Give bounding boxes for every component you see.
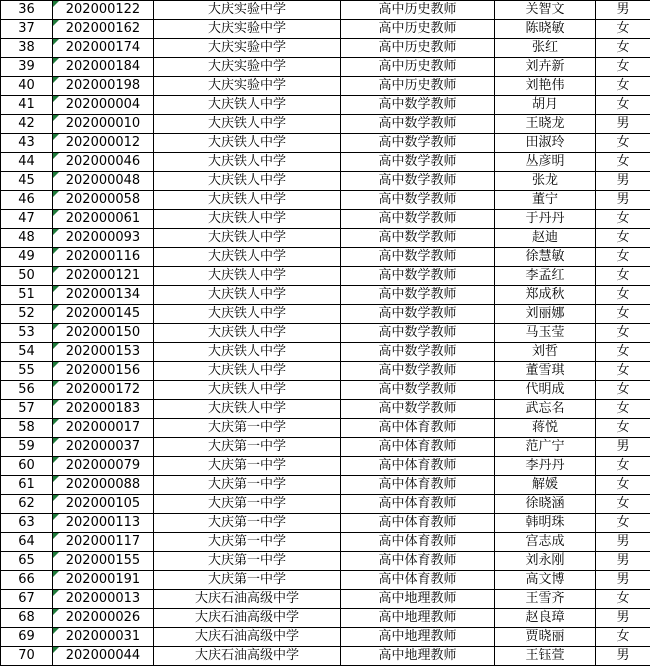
table-row <box>1 134 650 153</box>
position-cell[interactable]: 高中数学教师 <box>341 172 495 191</box>
gender-cell[interactable]: 女 <box>596 419 650 438</box>
candidate-id-cell[interactable]: 202000150 <box>53 324 154 343</box>
row-number-cell[interactable]: 44 <box>1 153 53 172</box>
candidate-name-cell[interactable]: 蒋悦 <box>495 419 596 438</box>
position-cell[interactable]: 高中体育教师 <box>341 495 495 514</box>
position-cell[interactable]: 高中历史教师 <box>341 39 495 58</box>
candidate-id-cell[interactable]: 202000058 <box>53 191 154 210</box>
row-number-cell[interactable]: 62 <box>1 495 53 514</box>
candidate-name-cell[interactable]: 马玉莹 <box>495 324 596 343</box>
candidate-id-cell[interactable]: 202000156 <box>53 362 154 381</box>
row-number-cell[interactable]: 54 <box>1 343 53 362</box>
candidate-name-cell[interactable]: 贾晓丽 <box>495 628 596 647</box>
school-cell[interactable]: 大庆铁人中学 <box>154 115 341 134</box>
row-number-cell[interactable]: 61 <box>1 476 53 495</box>
candidate-name-cell[interactable]: 刘艳伟 <box>495 77 596 96</box>
gender-cell[interactable]: 女 <box>596 362 650 381</box>
position-cell[interactable]: 高中历史教师 <box>341 58 495 77</box>
school-cell[interactable]: 大庆第一中学 <box>154 457 341 476</box>
candidate-id-cell[interactable]: 202000105 <box>53 495 154 514</box>
gender-cell[interactable]: 女 <box>596 20 650 39</box>
candidate-name-cell[interactable]: 丛彦明 <box>495 153 596 172</box>
candidate-name-cell[interactable]: 李丹丹 <box>495 457 596 476</box>
row-number-cell[interactable]: 49 <box>1 248 53 267</box>
position-cell[interactable]: 高中体育教师 <box>341 533 495 552</box>
school-cell[interactable]: 大庆第一中学 <box>154 571 341 590</box>
table-row <box>1 96 650 115</box>
candidate-name-cell[interactable]: 刘卉新 <box>495 58 596 77</box>
gender-cell[interactable]: 女 <box>596 381 650 400</box>
row-number-cell[interactable]: 36 <box>1 1 53 20</box>
gender-cell[interactable]: 女 <box>596 286 650 305</box>
gender-cell[interactable]: 男 <box>596 571 650 590</box>
candidate-id-cell[interactable]: 202000121 <box>53 267 154 286</box>
candidate-id-cell[interactable]: 202000010 <box>53 115 154 134</box>
candidate-name-cell[interactable]: 刘哲 <box>495 343 596 362</box>
school-cell[interactable]: 大庆铁人中学 <box>154 153 341 172</box>
row-number-cell[interactable]: 39 <box>1 58 53 77</box>
school-cell[interactable]: 大庆铁人中学 <box>154 191 341 210</box>
row-number-cell[interactable]: 50 <box>1 267 53 286</box>
position-cell[interactable]: 高中体育教师 <box>341 438 495 457</box>
table-row <box>1 552 650 571</box>
position-cell[interactable]: 高中数学教师 <box>341 229 495 248</box>
gender-cell[interactable]: 女 <box>596 77 650 96</box>
gender-cell[interactable]: 男 <box>596 533 650 552</box>
school-cell[interactable]: 大庆实验中学 <box>154 39 341 58</box>
row-number-cell[interactable]: 60 <box>1 457 53 476</box>
candidate-id-cell[interactable]: 202000117 <box>53 533 154 552</box>
position-cell[interactable]: 高中历史教师 <box>341 1 495 20</box>
gender-cell[interactable]: 男 <box>596 191 650 210</box>
row-number-cell[interactable]: 59 <box>1 438 53 457</box>
gender-cell[interactable]: 男 <box>596 438 650 457</box>
row-number-cell[interactable]: 66 <box>1 571 53 590</box>
gender-cell[interactable]: 男 <box>596 172 650 191</box>
table-body <box>1 1 650 666</box>
gender-cell[interactable]: 女 <box>596 210 650 229</box>
gender-cell[interactable]: 女 <box>596 324 650 343</box>
candidate-name-cell[interactable]: 田淑玲 <box>495 134 596 153</box>
table-row <box>1 210 650 229</box>
table-row <box>1 286 650 305</box>
candidate-id-cell[interactable]: 202000048 <box>53 172 154 191</box>
position-cell[interactable]: 高中地理教师 <box>341 647 495 666</box>
candidate-id-cell[interactable]: 202000012 <box>53 134 154 153</box>
school-cell[interactable]: 大庆第一中学 <box>154 514 341 533</box>
row-number-cell[interactable]: 42 <box>1 115 53 134</box>
candidate-name-cell[interactable]: 董雪琪 <box>495 362 596 381</box>
candidate-id-cell[interactable]: 202000155 <box>53 552 154 571</box>
table-row <box>1 362 650 381</box>
candidate-name-cell[interactable]: 张红 <box>495 39 596 58</box>
table-row <box>1 324 650 343</box>
position-cell[interactable]: 高中历史教师 <box>341 20 495 39</box>
school-cell[interactable]: 大庆铁人中学 <box>154 305 341 324</box>
table-row <box>1 58 650 77</box>
position-cell[interactable]: 高中数学教师 <box>341 96 495 115</box>
candidate-name-cell[interactable]: 解媛 <box>495 476 596 495</box>
position-cell[interactable]: 高中数学教师 <box>341 400 495 419</box>
gender-cell[interactable]: 女 <box>596 58 650 77</box>
table-row <box>1 400 650 419</box>
school-cell[interactable]: 大庆铁人中学 <box>154 96 341 115</box>
candidate-id-cell[interactable]: 202000134 <box>53 286 154 305</box>
row-number-cell[interactable]: 70 <box>1 647 53 666</box>
candidate-id-cell[interactable]: 202000162 <box>53 20 154 39</box>
table-row <box>1 476 650 495</box>
position-cell[interactable]: 高中体育教师 <box>341 476 495 495</box>
position-cell[interactable]: 高中数学教师 <box>341 267 495 286</box>
row-number-cell[interactable]: 57 <box>1 400 53 419</box>
candidate-name-cell[interactable]: 代明成 <box>495 381 596 400</box>
school-cell[interactable]: 大庆第一中学 <box>154 495 341 514</box>
school-cell[interactable]: 大庆铁人中学 <box>154 362 341 381</box>
candidate-id-cell[interactable]: 202000026 <box>53 609 154 628</box>
candidate-id-cell[interactable]: 202000172 <box>53 381 154 400</box>
table-row <box>1 533 650 552</box>
gender-cell[interactable]: 女 <box>596 153 650 172</box>
position-cell[interactable]: 高中体育教师 <box>341 571 495 590</box>
table-row <box>1 191 650 210</box>
gender-cell[interactable]: 男 <box>596 115 650 134</box>
school-cell[interactable]: 大庆铁人中学 <box>154 286 341 305</box>
table-row <box>1 77 650 96</box>
row-number-cell[interactable]: 47 <box>1 210 53 229</box>
candidate-id-cell[interactable]: 202000079 <box>53 457 154 476</box>
row-number-cell[interactable]: 68 <box>1 609 53 628</box>
row-number-cell[interactable]: 40 <box>1 77 53 96</box>
candidate-id-cell[interactable]: 202000013 <box>53 590 154 609</box>
table-row <box>1 229 650 248</box>
gender-cell[interactable]: 女 <box>596 267 650 286</box>
position-cell[interactable]: 高中数学教师 <box>341 381 495 400</box>
table-row <box>1 115 650 134</box>
school-cell[interactable]: 大庆铁人中学 <box>154 210 341 229</box>
position-cell[interactable]: 高中数学教师 <box>341 286 495 305</box>
school-cell[interactable]: 大庆第一中学 <box>154 533 341 552</box>
school-cell[interactable]: 大庆实验中学 <box>154 20 341 39</box>
table-row <box>1 590 650 609</box>
candidate-name-cell[interactable]: 陈晓敏 <box>495 20 596 39</box>
school-cell[interactable]: 大庆实验中学 <box>154 1 341 20</box>
gender-cell[interactable]: 女 <box>596 229 650 248</box>
candidate-id-cell[interactable]: 202000044 <box>53 647 154 666</box>
gender-cell[interactable]: 女 <box>596 39 650 58</box>
candidate-id-cell[interactable]: 202000191 <box>53 571 154 590</box>
candidate-id-cell[interactable]: 202000116 <box>53 248 154 267</box>
table-row <box>1 438 650 457</box>
school-cell[interactable]: 大庆第一中学 <box>154 419 341 438</box>
school-cell[interactable]: 大庆实验中学 <box>154 77 341 96</box>
position-cell[interactable]: 高中数学教师 <box>341 248 495 267</box>
candidate-name-cell[interactable]: 刘永刚 <box>495 552 596 571</box>
school-cell[interactable]: 大庆实验中学 <box>154 58 341 77</box>
row-number-cell[interactable]: 55 <box>1 362 53 381</box>
position-cell[interactable]: 高中地理教师 <box>341 628 495 647</box>
school-cell[interactable]: 大庆石油高级中学 <box>154 609 341 628</box>
table-row <box>1 1 650 20</box>
gender-cell[interactable]: 女 <box>596 96 650 115</box>
table-row <box>1 153 650 172</box>
candidate-id-cell[interactable]: 202000061 <box>53 210 154 229</box>
table-row <box>1 172 650 191</box>
table-row <box>1 39 650 58</box>
school-cell[interactable]: 大庆铁人中学 <box>154 229 341 248</box>
candidate-id-cell[interactable]: 202000122 <box>53 1 154 20</box>
gender-cell[interactable]: 女 <box>596 343 650 362</box>
row-number-cell[interactable]: 38 <box>1 39 53 58</box>
row-number-cell[interactable]: 69 <box>1 628 53 647</box>
position-cell[interactable]: 高中数学教师 <box>341 362 495 381</box>
gender-cell[interactable]: 女 <box>596 457 650 476</box>
gender-cell[interactable]: 女 <box>596 476 650 495</box>
candidate-id-cell[interactable]: 202000145 <box>53 305 154 324</box>
candidate-id-cell[interactable]: 202000017 <box>53 419 154 438</box>
table-row <box>1 248 650 267</box>
candidate-name-cell[interactable]: 郑成秋 <box>495 286 596 305</box>
table-row <box>1 457 650 476</box>
position-cell[interactable]: 高中数学教师 <box>341 324 495 343</box>
school-cell[interactable]: 大庆铁人中学 <box>154 324 341 343</box>
candidate-name-cell[interactable]: 赵迪 <box>495 229 596 248</box>
candidate-name-cell[interactable]: 范广宁 <box>495 438 596 457</box>
candidate-id-cell[interactable]: 202000184 <box>53 58 154 77</box>
candidate-name-cell[interactable]: 徐慧敏 <box>495 248 596 267</box>
table-row <box>1 514 650 533</box>
candidate-name-cell[interactable]: 王晓龙 <box>495 115 596 134</box>
candidate-id-cell[interactable]: 202000037 <box>53 438 154 457</box>
position-cell[interactable]: 高中数学教师 <box>341 153 495 172</box>
candidate-name-cell[interactable]: 刘丽娜 <box>495 305 596 324</box>
candidate-name-cell[interactable]: 韩明珠 <box>495 514 596 533</box>
gender-cell[interactable]: 男 <box>596 647 650 666</box>
school-cell[interactable]: 大庆铁人中学 <box>154 134 341 153</box>
row-number-cell[interactable]: 41 <box>1 96 53 115</box>
position-cell[interactable]: 高中数学教师 <box>341 191 495 210</box>
row-number-cell[interactable]: 67 <box>1 590 53 609</box>
table-row <box>1 381 650 400</box>
position-cell[interactable]: 高中体育教师 <box>341 457 495 476</box>
gender-cell[interactable]: 女 <box>596 495 650 514</box>
candidate-name-cell[interactable]: 张龙 <box>495 172 596 191</box>
gender-cell[interactable]: 女 <box>596 400 650 419</box>
position-cell[interactable]: 高中数学教师 <box>341 115 495 134</box>
row-number-cell[interactable]: 48 <box>1 229 53 248</box>
school-cell[interactable]: 大庆铁人中学 <box>154 267 341 286</box>
gender-cell[interactable]: 女 <box>596 590 650 609</box>
candidate-name-cell[interactable]: 王钰萱 <box>495 647 596 666</box>
candidate-id-cell[interactable]: 202000046 <box>53 153 154 172</box>
candidate-name-cell[interactable]: 李孟红 <box>495 267 596 286</box>
position-cell[interactable]: 高中数学教师 <box>341 305 495 324</box>
candidate-name-cell[interactable]: 董宁 <box>495 191 596 210</box>
gender-cell[interactable]: 男 <box>596 609 650 628</box>
school-cell[interactable]: 大庆石油高级中学 <box>154 647 341 666</box>
row-number-cell[interactable]: 51 <box>1 286 53 305</box>
row-number-cell[interactable]: 45 <box>1 172 53 191</box>
candidate-id-cell[interactable]: 202000031 <box>53 628 154 647</box>
school-cell[interactable]: 大庆第一中学 <box>154 476 341 495</box>
candidate-id-cell[interactable]: 202000183 <box>53 400 154 419</box>
table-row <box>1 571 650 590</box>
row-number-cell[interactable]: 52 <box>1 305 53 324</box>
position-cell[interactable]: 高中数学教师 <box>341 210 495 229</box>
row-number-cell[interactable]: 37 <box>1 20 53 39</box>
position-cell[interactable]: 高中体育教师 <box>341 514 495 533</box>
gender-cell[interactable]: 男 <box>596 1 650 20</box>
candidate-id-cell[interactable]: 202000153 <box>53 343 154 362</box>
school-cell[interactable]: 大庆铁人中学 <box>154 400 341 419</box>
position-cell[interactable]: 高中数学教师 <box>341 134 495 153</box>
school-cell[interactable]: 大庆石油高级中学 <box>154 590 341 609</box>
candidate-name-cell[interactable]: 王雪齐 <box>495 590 596 609</box>
table-row <box>1 628 650 647</box>
table-row <box>1 305 650 324</box>
gender-cell[interactable]: 女 <box>596 248 650 267</box>
row-number-cell[interactable]: 46 <box>1 191 53 210</box>
school-cell[interactable]: 大庆铁人中学 <box>154 172 341 191</box>
table-row <box>1 20 650 39</box>
school-cell[interactable]: 大庆铁人中学 <box>154 381 341 400</box>
position-cell[interactable]: 高中体育教师 <box>341 552 495 571</box>
school-cell[interactable]: 大庆铁人中学 <box>154 248 341 267</box>
candidate-name-cell[interactable]: 赵良璋 <box>495 609 596 628</box>
table-row <box>1 267 650 286</box>
candidate-id-cell[interactable]: 202000004 <box>53 96 154 115</box>
candidate-name-cell[interactable]: 高文博 <box>495 571 596 590</box>
school-cell[interactable]: 大庆石油高级中学 <box>154 628 341 647</box>
gender-cell[interactable]: 女 <box>596 514 650 533</box>
school-cell[interactable]: 大庆第一中学 <box>154 438 341 457</box>
row-number-cell[interactable]: 56 <box>1 381 53 400</box>
table-row <box>1 495 650 514</box>
candidate-name-cell[interactable]: 徐晓涵 <box>495 495 596 514</box>
gender-cell[interactable]: 女 <box>596 134 650 153</box>
table-row <box>1 647 650 666</box>
position-cell[interactable]: 高中地理教师 <box>341 590 495 609</box>
position-cell[interactable]: 高中地理教师 <box>341 609 495 628</box>
candidate-name-cell[interactable]: 胡月 <box>495 96 596 115</box>
candidate-name-cell[interactable]: 关智文 <box>495 1 596 20</box>
candidate-name-cell[interactable]: 于丹丹 <box>495 210 596 229</box>
candidate-id-cell[interactable]: 202000198 <box>53 77 154 96</box>
row-number-cell[interactable]: 64 <box>1 533 53 552</box>
gender-cell[interactable]: 女 <box>596 305 650 324</box>
gender-cell[interactable]: 男 <box>596 552 650 571</box>
candidate-name-cell[interactable]: 宫志成 <box>495 533 596 552</box>
candidate-id-cell[interactable]: 202000174 <box>53 39 154 58</box>
school-cell[interactable]: 大庆铁人中学 <box>154 343 341 362</box>
row-number-cell[interactable]: 65 <box>1 552 53 571</box>
table-row <box>1 343 650 362</box>
position-cell[interactable]: 高中数学教师 <box>341 343 495 362</box>
table-row <box>1 419 650 438</box>
row-number-cell[interactable]: 63 <box>1 514 53 533</box>
position-cell[interactable]: 高中历史教师 <box>341 77 495 96</box>
school-cell[interactable]: 大庆第一中学 <box>154 552 341 571</box>
candidate-id-cell[interactable]: 202000113 <box>53 514 154 533</box>
row-number-cell[interactable]: 53 <box>1 324 53 343</box>
candidate-name-cell[interactable]: 武忘名 <box>495 400 596 419</box>
table-row <box>1 609 650 628</box>
gender-cell[interactable]: 女 <box>596 628 650 647</box>
row-number-cell[interactable]: 43 <box>1 134 53 153</box>
candidate-id-cell[interactable]: 202000093 <box>53 229 154 248</box>
row-number-cell[interactable]: 58 <box>1 419 53 438</box>
candidate-id-cell[interactable]: 202000088 <box>53 476 154 495</box>
position-cell[interactable]: 高中体育教师 <box>341 419 495 438</box>
